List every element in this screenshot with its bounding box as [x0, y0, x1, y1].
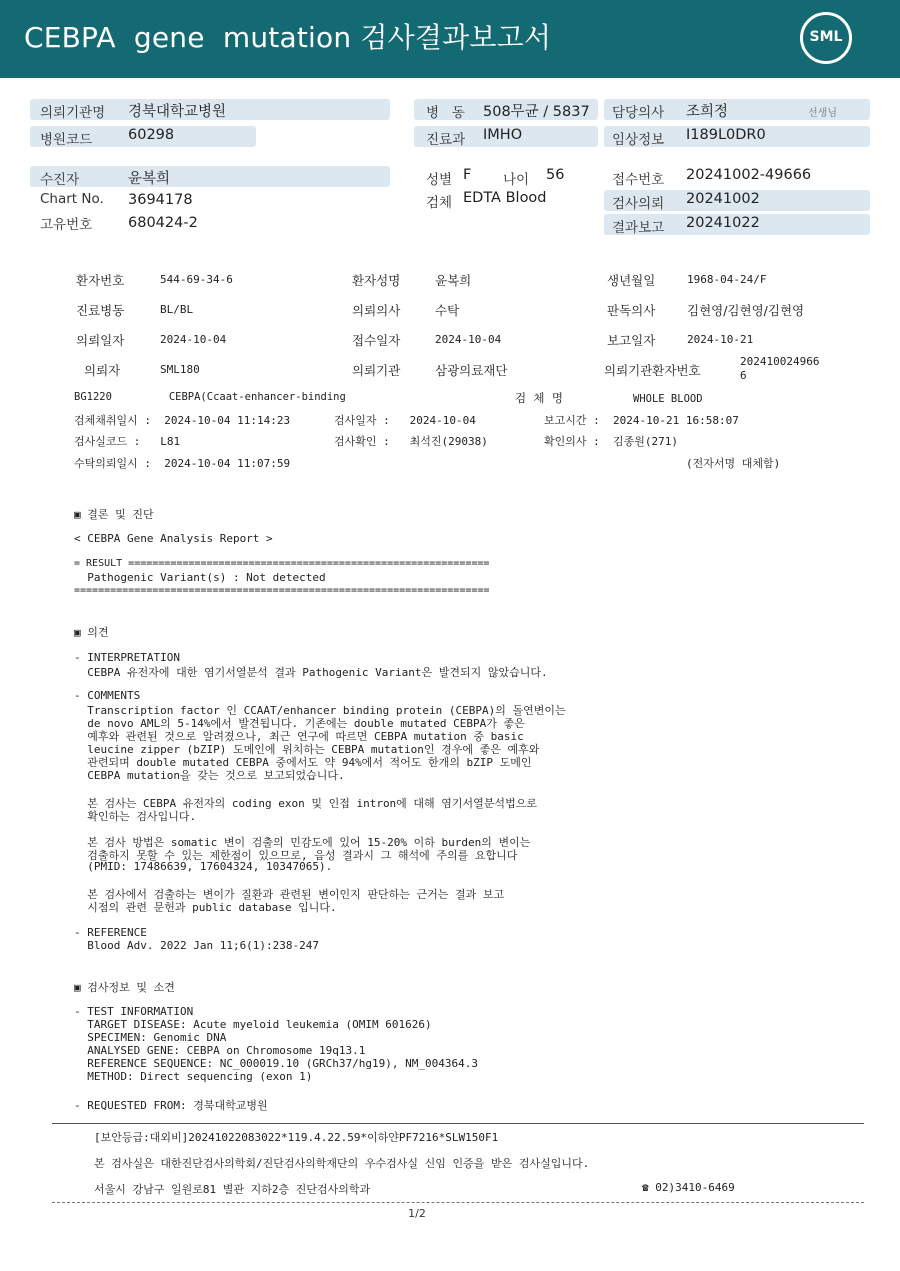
test-info-line: METHOD: Direct sequencing (exon 1): [74, 1070, 313, 1083]
address-line: 서울시 강남구 일원로81 별관 지하2층 진단검사의학과: [94, 1183, 371, 1196]
lab-code: 검사실코드 : L81: [74, 435, 181, 448]
req-org-patient-label: 의뢰기관환자번호: [604, 363, 701, 378]
chart-value: 3694178: [128, 192, 193, 208]
patient-name-label: 환자성명: [352, 273, 401, 288]
ward-label: 병 동: [426, 105, 465, 121]
hospital-label: 의뢰기관명: [40, 105, 106, 121]
report-title: CEBPA gene mutation 검사결과보고서: [24, 21, 552, 54]
doctor-suffix: 선생님: [808, 108, 837, 119]
comments-line: 확인하는 검사입니다.: [74, 810, 197, 823]
age-label: 나이: [503, 172, 530, 188]
code-value: 60298: [128, 127, 175, 143]
chart-label: Chart No.: [40, 191, 104, 207]
comments-line: 본 검사에서 검출하는 변이가 질환과 관련된 변이인지 판단하는 근거는 결과 보고: [74, 888, 505, 901]
receipt-value: 20241002-49666: [686, 167, 812, 183]
sex-value: F: [463, 167, 472, 183]
patient-value: 윤복희: [128, 171, 171, 187]
patient-label: 수진자: [40, 172, 80, 188]
patient-name-value: 윤복희: [435, 273, 472, 288]
section-opinion: ▣ 의견: [74, 626, 109, 639]
specimen-label: 검체: [426, 195, 453, 211]
reference-heading: - REFERENCE: [74, 926, 147, 939]
req-org-patient-value-1: 202410024966: [740, 355, 820, 368]
requested-from: - REQUESTED FROM: 경북대학교병원: [74, 1099, 268, 1112]
clinical-label: 임상정보: [612, 132, 665, 148]
test-info-line: - TEST INFORMATION: [74, 1005, 194, 1018]
uid-label: 고유번호: [40, 217, 93, 233]
req-date-value: 2024-10-04: [160, 333, 227, 346]
report-date-label: 결과보고: [612, 220, 665, 236]
page-number: 1/2: [408, 1207, 426, 1220]
req-org-value: 삼광의료재단: [435, 363, 508, 378]
interpretation-heading: - INTERPRETATION: [74, 651, 180, 664]
sml-logo: [800, 12, 852, 64]
test-info-line: TARGET DISEASE: Acute myeloid leukemia (OMIM 601626): [74, 1018, 432, 1031]
reference-text: Blood Adv. 2022 Jan 11;6(1):238-247: [74, 939, 320, 952]
e-signature-note: (전자서명 대체함): [686, 457, 781, 470]
certification-line: 본 검사실은 대한진단검사의학회/진단검사의학재단의 우수검사실 신임 인증을 받은 검사실입니다.: [94, 1157, 590, 1170]
hospital-value: 경북대학교병원: [128, 104, 227, 120]
test-info-line: REFERENCE SEQUENCE: NC_000019.10 (GRCh37/hg19), NM_004364.3: [74, 1057, 478, 1070]
req-org-label: 의뢰기관: [352, 363, 401, 378]
code-label: 병원코드: [40, 132, 93, 148]
report-date-value: 20241022: [686, 215, 760, 231]
req-value: 20241002: [686, 191, 760, 207]
sml-logo-text: SML: [809, 29, 843, 45]
security-line: [보안등급:대외비]20241022083022*119.4.22.59*이하얀PF7216*SLW150F1: [94, 1131, 499, 1144]
specimen-name-value: WHOLE BLOOD: [633, 393, 703, 405]
comments-line: 검출하지 못할 수 있는 제한점이 있으므로, 음성 결과시 그 해석에 주의를 요합니다: [74, 849, 518, 862]
dept-value: IMHO: [483, 127, 523, 143]
section-conclusion: ▣ 결론 및 진단: [74, 508, 154, 521]
comments-line: 예후와 관련된 것으로 알려졌으나, 최근 연구에 따르면 CEBPA mutation 중 basic: [74, 730, 524, 743]
comments-line: 시점의 관련 문헌과 public database 입니다.: [74, 901, 337, 914]
comments-line: 관련되며 double mutated CEBPA 중에서도 약 94%에서 적어도 한개의 bZIP 도메인: [74, 756, 532, 769]
section-test-info: ▣ 검사정보 및 소견: [74, 981, 175, 994]
test-confirm: 검사확인 : 최석진(29038): [334, 435, 488, 448]
requester-label: 의뢰자: [84, 363, 121, 378]
clinical-value: I189L0DR0: [686, 127, 766, 143]
report-time: 보고시간 : 2024-10-21 16:58:07: [544, 414, 739, 427]
comments-line: Transcription factor 인 CCAAT/enhancer binding protein (CEBPA)의 돌연변이는: [74, 704, 566, 717]
comments-line: - COMMENTS: [74, 689, 141, 702]
req-doctor-label: 의뢰의사: [352, 303, 401, 318]
comments-line: (PMID: 17486639, 17604324, 10347065).: [74, 860, 333, 873]
ward-value-2: BL/BL: [160, 303, 194, 316]
reading-doctor-value: 김현영/김현영/김현영: [687, 303, 805, 318]
receipt-date-label: 접수일자: [352, 333, 401, 348]
test-date: 검사일자 : 2024-10-04: [334, 414, 476, 427]
report-date-label-2: 보고일자: [607, 333, 656, 348]
phone-line: ☎ 02)3410-6469: [642, 1181, 735, 1194]
comments-line: 본 검사 방법은 somatic 변이 검출의 민감도에 있어 15-20% 이하 burden의 변이는: [74, 836, 531, 849]
test-info-line: SPECIMEN: Genomic DNA: [74, 1031, 227, 1044]
req-date-label: 의뢰일자: [76, 333, 125, 348]
doctor-label: 담당의사: [612, 105, 665, 121]
result-line-2: Pathogenic Variant(s) : Not detected: [74, 571, 326, 584]
uid-value: 680424-2: [128, 215, 198, 231]
receipt-date-value: 2024-10-04: [435, 333, 502, 346]
comments-line: CEBPA mutation을 갖는 것으로 보고되었습니다.: [74, 769, 345, 782]
patient-no-label: 환자번호: [76, 273, 125, 288]
specimen-name-label: 검 체 명: [515, 391, 563, 405]
test-code-line: BG1220 CEBPA(Ccaat-enhancer-binding: [74, 391, 346, 403]
footer-bottom-rule: [52, 1202, 864, 1203]
result-line-3: =====================================================================: [74, 585, 490, 596]
footer-top-rule: [52, 1123, 864, 1124]
req-org-patient-value-2: 6: [740, 369, 747, 382]
header-bar: [0, 0, 900, 78]
doctor-value: 조희정: [686, 104, 729, 120]
analysis-title: < CEBPA Gene Analysis Report >: [74, 532, 273, 545]
test-info-line: ANALYSED GENE: CEBPA on Chromosome 19q13.1: [74, 1044, 366, 1057]
sex-label: 성별: [426, 172, 453, 188]
interpretation-text: CEBPA 유전자에 대한 염기서열분석 결과 Pathogenic Variant은 발견되지 않았습니다.: [74, 666, 548, 679]
confirm-doctor: 확인의사 : 김종원(271): [544, 435, 678, 448]
specimen-value: EDTA Blood: [463, 190, 547, 206]
dept-label: 진료과: [426, 132, 466, 148]
patient-pill: [30, 166, 390, 187]
requester-value: SML180: [160, 363, 200, 376]
req-label: 검사의뢰: [612, 196, 665, 212]
age-value: 56: [546, 167, 565, 183]
reading-doctor-label: 판독의사: [607, 303, 656, 318]
comments-line: de novo AML의 5-14%에서 발견됩니다. 기존에는 double mutated CEBPA가 좋은: [74, 717, 525, 730]
ward-value: 508무균 / 5837: [483, 104, 590, 120]
patient-no-value: 544-69-34-6: [160, 273, 233, 286]
result-line-1: = RESULT ============================================================: [74, 558, 490, 569]
req-doctor-value: 수탁: [435, 303, 460, 318]
comments-line: 본 검사는 CEBPA 유전자의 coding exon 및 인접 intron에 대해 염기서열분석법으로: [74, 797, 537, 810]
birth-label: 생년월일: [607, 273, 656, 288]
receipt-label: 접수번호: [612, 172, 665, 188]
ward-label-2: 진료병동: [76, 303, 125, 318]
birth-value: 1968-04-24/F: [687, 273, 767, 286]
consign-time: 수탁의뢰일시 : 2024-10-04 11:07:59: [74, 457, 291, 470]
comments-line: leucine zipper (bZIP) 도메인에 위치하는 CEBPA mutation인 경우에 좋은 예후와: [74, 743, 540, 756]
report-date-value-2: 2024-10-21: [687, 333, 754, 346]
collect-time: 검체채취일시 : 2024-10-04 11:14:23: [74, 414, 291, 427]
